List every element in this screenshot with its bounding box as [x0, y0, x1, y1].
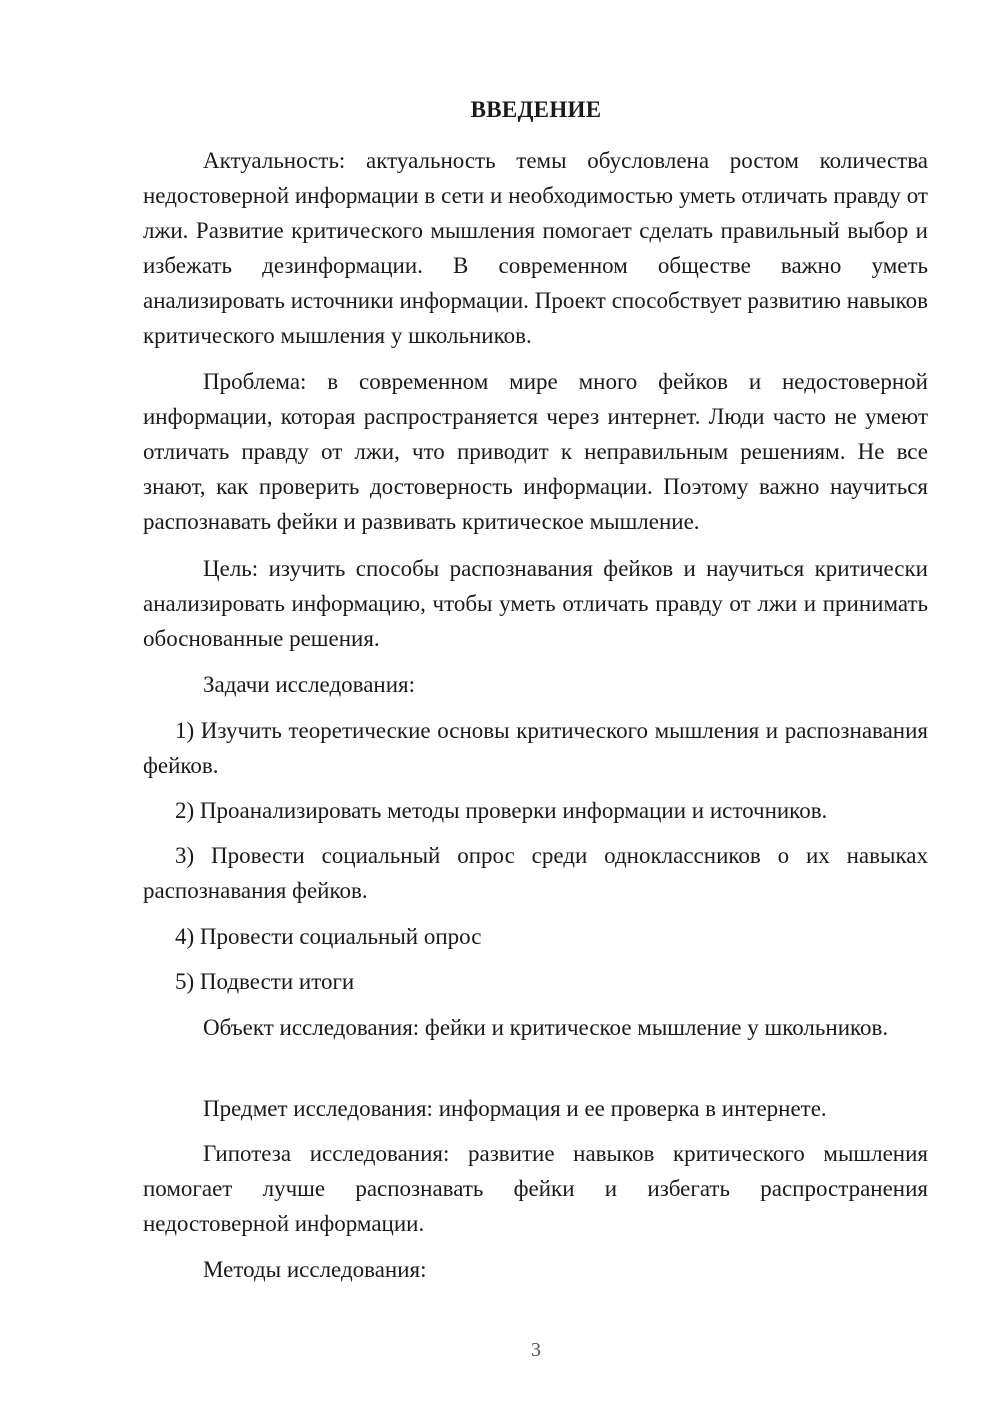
list-item-task-3: 3) Провести социальный опрос среди одноклассников о их навыках распознавания фейков. — [143, 843, 928, 903]
paragraph-subject: Предмет исследования: информация и ее проверка в интернете. — [203, 1096, 827, 1121]
paragraph-tasks-heading: Задачи исследования: — [203, 672, 416, 697]
paragraph-hypothesis: Гипотеза исследования: развитие навыков критического мышления помогает лучше распознавать фейки и избегать распространения недостоверной информации. — [143, 1141, 928, 1236]
paragraph-methods-heading: Методы исследования: — [203, 1257, 427, 1282]
paragraph-relevance: Актуальность: актуальность темы обусловлена ростом количества недостоверной информации в сети и необходимостью уметь отличать правду от лжи. Развитие критического мышления помогает сделать правильный выбор и избежать дезинформации. В современном обществе важно уметь анализировать источники информации. Проект способствует развитию навыков критического мышления у школьников. — [143, 148, 928, 348]
list-item-task-4: 4) Провести социальный опрос — [175, 924, 482, 949]
list-item-task-2: 2) Проанализировать методы проверки информации и источников. — [175, 798, 828, 823]
paragraph-problem: Проблема: в современном мире много фейков и недостоверной информации, которая распространяется через интернет. Люди часто не умеют отличать правду от лжи, что приводит к неправильным решениям. Не все знают, как проверить достоверность информации. Поэтому важно научиться распознавать фейки и развивать критическое мышление. — [143, 369, 928, 534]
page-title: ВВЕДЕНИЕ — [470, 97, 602, 122]
paragraph-object: Объект исследования: фейки и критическое мышление у школьников. — [203, 1015, 889, 1040]
list-item-task-1: 1) Изучить теоретические основы критического мышления и распознавания фейков. — [143, 718, 928, 778]
paragraph-goal: Цель: изучить способы распознавания фейков и научиться критически анализировать информацию, чтобы уметь отличать правду от лжи и принимать обоснованные решения. — [143, 556, 928, 651]
list-item-task-5: 5) Подвести итоги — [175, 969, 355, 994]
page-number: 3 — [531, 1339, 541, 1361]
